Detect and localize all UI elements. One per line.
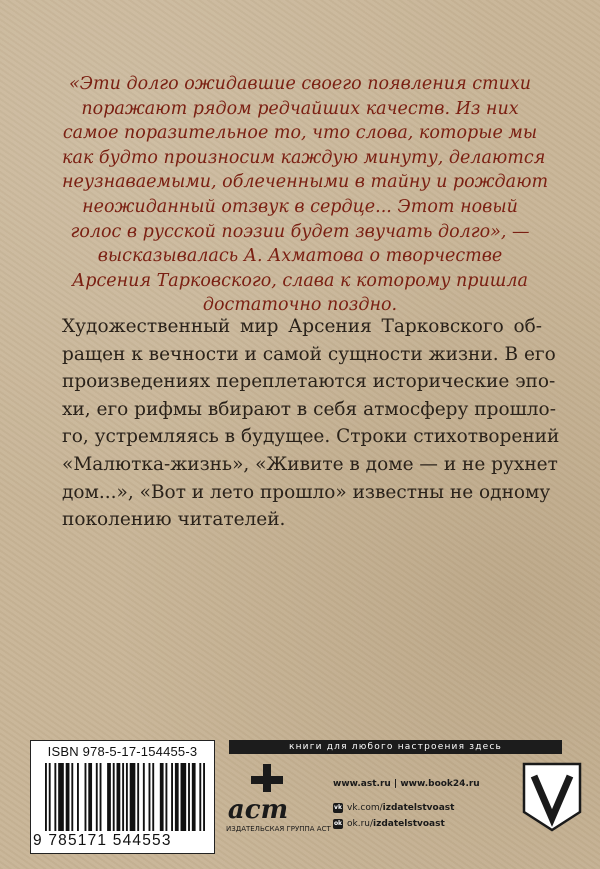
social-links — [333, 800, 454, 832]
quote-line: голос в русской поэзии будет звучать долго», — — [70, 221, 530, 242]
v-badge-icon — [522, 762, 582, 832]
ok-link[interactable] — [333, 816, 454, 832]
description-line: «Малютка-жизнь», «Живите в доме — и не рухнет — [62, 453, 558, 475]
description-block — [62, 313, 560, 534]
quote-line: поражают рядом редчайших качеств. Из них — [81, 98, 519, 119]
ok-prefix: ok.ru/ — [347, 819, 374, 829]
ok-handle: izdatelstvoast — [373, 819, 445, 829]
logo-text: аст — [227, 795, 289, 824]
vk-prefix: vk.com/ — [347, 803, 383, 813]
quote-line: достаточно поздно. — [202, 295, 398, 316]
description-line: поколению читателей. — [62, 509, 286, 531]
publisher-slogan: книги для любого настроения здесь — [229, 740, 562, 754]
description-line: го, устремляясь в будущее. Строки стихотворений — [62, 426, 560, 448]
barcode-digits: 9 785171 544553 — [33, 832, 172, 849]
vk-handle: izdatelstvoast — [382, 803, 455, 813]
description-line: хи, его рифмы вбирают в себя атмосферу прошло- — [62, 398, 556, 420]
isbn-label: ISBN 978-5-17-154455-3 — [47, 744, 198, 759]
publisher-name: ИЗДАТЕЛЬСКАЯ ГРУППА АСТ — [226, 825, 331, 833]
ok-icon: ok — [333, 820, 343, 827]
quote-line: самое поразительное то, что слова, которые мы — [62, 123, 538, 144]
vk-link[interactable] — [333, 800, 454, 816]
quote-line: неожиданный отзвук в сердце... Этот новый — [82, 196, 518, 217]
barcode — [30, 740, 215, 854]
description-line: дом...», «Вот и лето прошло» известны не одному — [62, 481, 551, 503]
quote-line: неузнаваемыми, облеченными в тайну и рождают — [62, 172, 549, 193]
barcode-bars — [45, 763, 205, 831]
quote-block — [62, 72, 549, 318]
ast-logo — [225, 762, 291, 824]
quote-line: как будто произносим каждую минуту, делаются — [62, 147, 546, 168]
publisher-websites[interactable]: www.ast.ru | www.book24.ru — [333, 779, 480, 789]
description-line: Художественный мир Арсения Тарковского об- — [62, 316, 542, 337]
quote-line: Арсения Тарковского, слава к которому пришла — [72, 270, 528, 291]
vk-icon: vk — [334, 804, 342, 811]
description-line: ращен к вечности и самой сущности жизни. В его — [62, 343, 556, 365]
quote-line: высказывалась А. Ахматова о творчестве — [97, 246, 503, 267]
quote-line: «Эти долго ожидавшие своего появления стихи — [68, 74, 532, 94]
description-line: произведениях переплетаются исторические эпо- — [62, 371, 556, 393]
